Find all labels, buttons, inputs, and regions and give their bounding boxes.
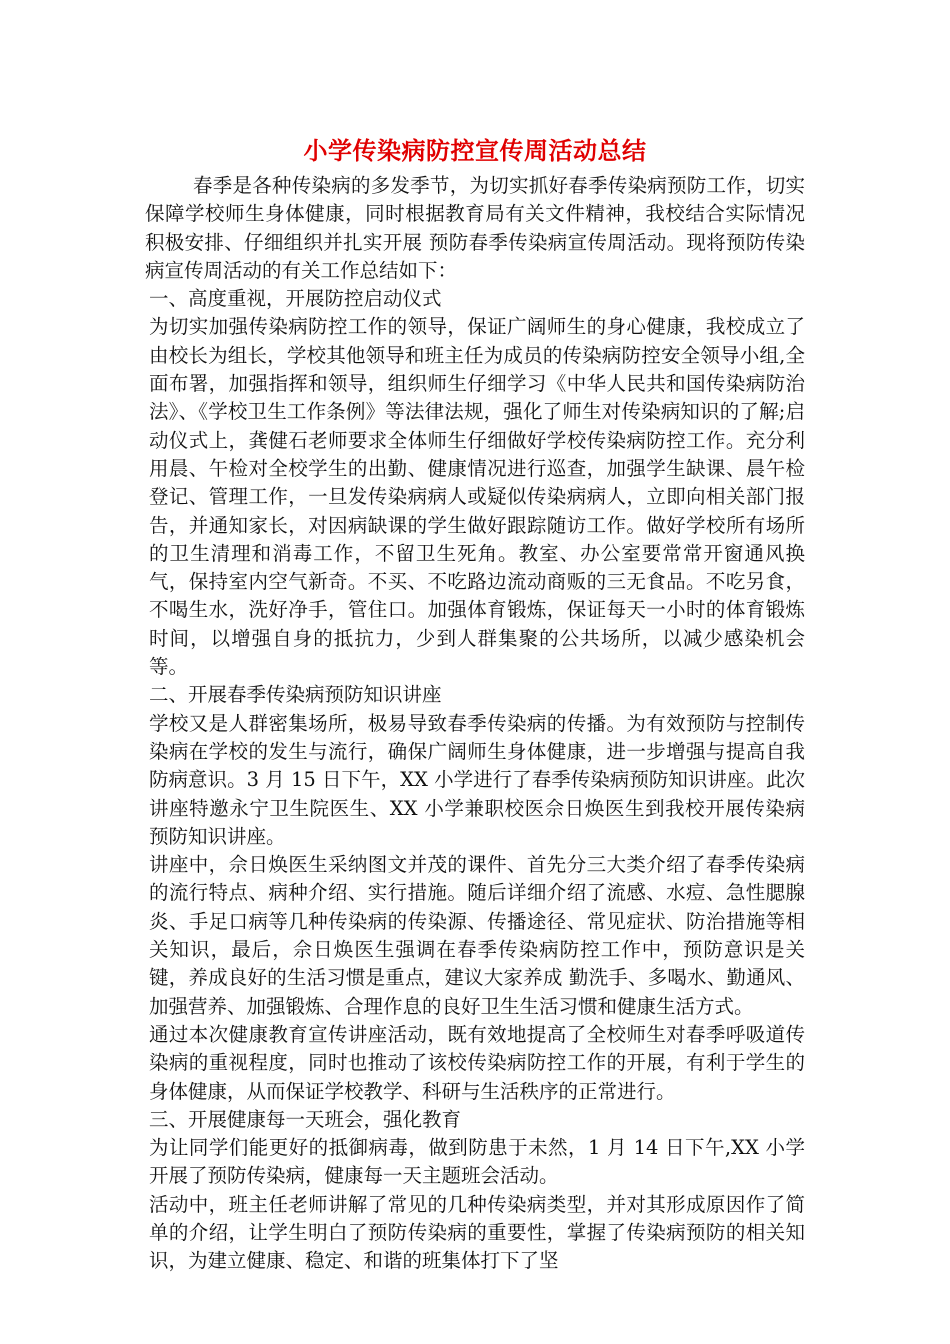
section-3-paragraph-2: 活动中，班主任老师讲解了常见的几种传染病类型，并对其形成原因作了简单的介绍，让学生明白了预防传染病的重要性，掌握了传染病预防的相关知识，为建立健康、稳定、和谐的班集体打下了坚 xyxy=(149,1192,805,1273)
section-heading-2: 二、开展春季传染病预防知识讲座 xyxy=(149,683,442,707)
section-1-paragraph: 为切实加强传染病防控工作的领导，保证广阔师生的身心健康，我校成立了由校长为组长，学校其他领导和班主任为成员的传染病防控安全领导小组,全面布署，加强指挥和领导，组织师生仔细学习《中华人民共和国传染病防治法》、《学校卫生工作条例》等法律法规，强化了师生对传染病知识的了解;启动仪式上，龚健石老师要求全体师生仔细做好学校传染病防控工作。充分利用晨、午检对全校学生的出勤、健康情况进行巡查，加强学生缺课、晨午检登记、管理工作，一旦发传染病病人或疑似传染病病人，立即向相关部门报告，并通知家长，对因病缺课的学生做好跟踪随访工作。做好学校所有场所的卫生清理和消毒工作，不留卫生死角。教室、办公室要常常开窗通风换气，保持室内空气新奇。不买、不吃路边流动商贩的三无食品。不吃另食，不喝生水，洗好净手，管住口。加强体育锻炼，保证每天一小时的体育锻炼时间，以增强自身的抵抗力，少到人群集聚的公共场所，以减少感染机会等。 xyxy=(149,315,805,679)
document-title: 小学传染病防控宣传周活动总结 xyxy=(303,137,647,165)
section-2-paragraph-2: 讲座中，佘日焕医生采纳图文并茂的课件、首先分三大类介绍了春季传染病的流行特点、病种介绍、实行措施。随后详细介绍了流感、水痘、急性腮腺炎、手足口病等几种传染病的传染源、传播途径、常见症状、防治措施等相关知识，最后，佘日焕医生强调在春季传染病防控工作中，预防意识是关键，养成良好的生活习惯是重点，建议大家养成 勤洗手、多喝水、勤通风、加强营养、加强锻炼、合理作息的良好卫生生活习惯和健康生活方式。 xyxy=(149,853,805,1018)
section-2-paragraph-1: 学校又是人群密集场所，极易导致春季传染病的传播。为有效预防与控制传染病在学校的发生与流行，确保广阔师生身体健康，进一步增强与提高自我防病意识。3 月 15 日下午，XX 小学进行了春季传染病预防知识讲座。此次讲座特邀永宁卫生院医生、XX 小学兼职校医佘日焕医生到我校开展传染病预防知识讲座。 xyxy=(149,711,805,848)
document-body xyxy=(145,130,805,1276)
section-2-paragraph-3: 通过本次健康教育宣传讲座活动，既有效地提高了全校师生对春季呼吸道传染病的重视程度，同时也推动了该校传染病防控工作的开展，有利于学生的身体健康，从而保证学校教学、科研与生活秩序的正常进行。 xyxy=(149,1022,805,1103)
section-3-paragraph-1: 为让同学们能更好的抵御病毒，做到防患于未然，1 月 14 日下午,XX 小学开展了预防传染病，健康每一天主题班会活动。 xyxy=(149,1136,805,1188)
section-heading-3: 三、开展健康每一天班会，强化教育 xyxy=(149,1107,462,1131)
intro-paragraph: 春季是各种传染病的多发季节，为切实抓好春季传染病预防工作，切实保障学校师生身体健康，同时根据教育局有关文件精神，我校结合实际情况积极安排、仔细组织并扎实开展 预防春季传染病宣传周活动。现将预防传染病宣传周活动的有关工作总结如下： xyxy=(145,174,805,282)
section-heading-1: 一、高度重视，开展防控启动仪式 xyxy=(149,287,442,311)
